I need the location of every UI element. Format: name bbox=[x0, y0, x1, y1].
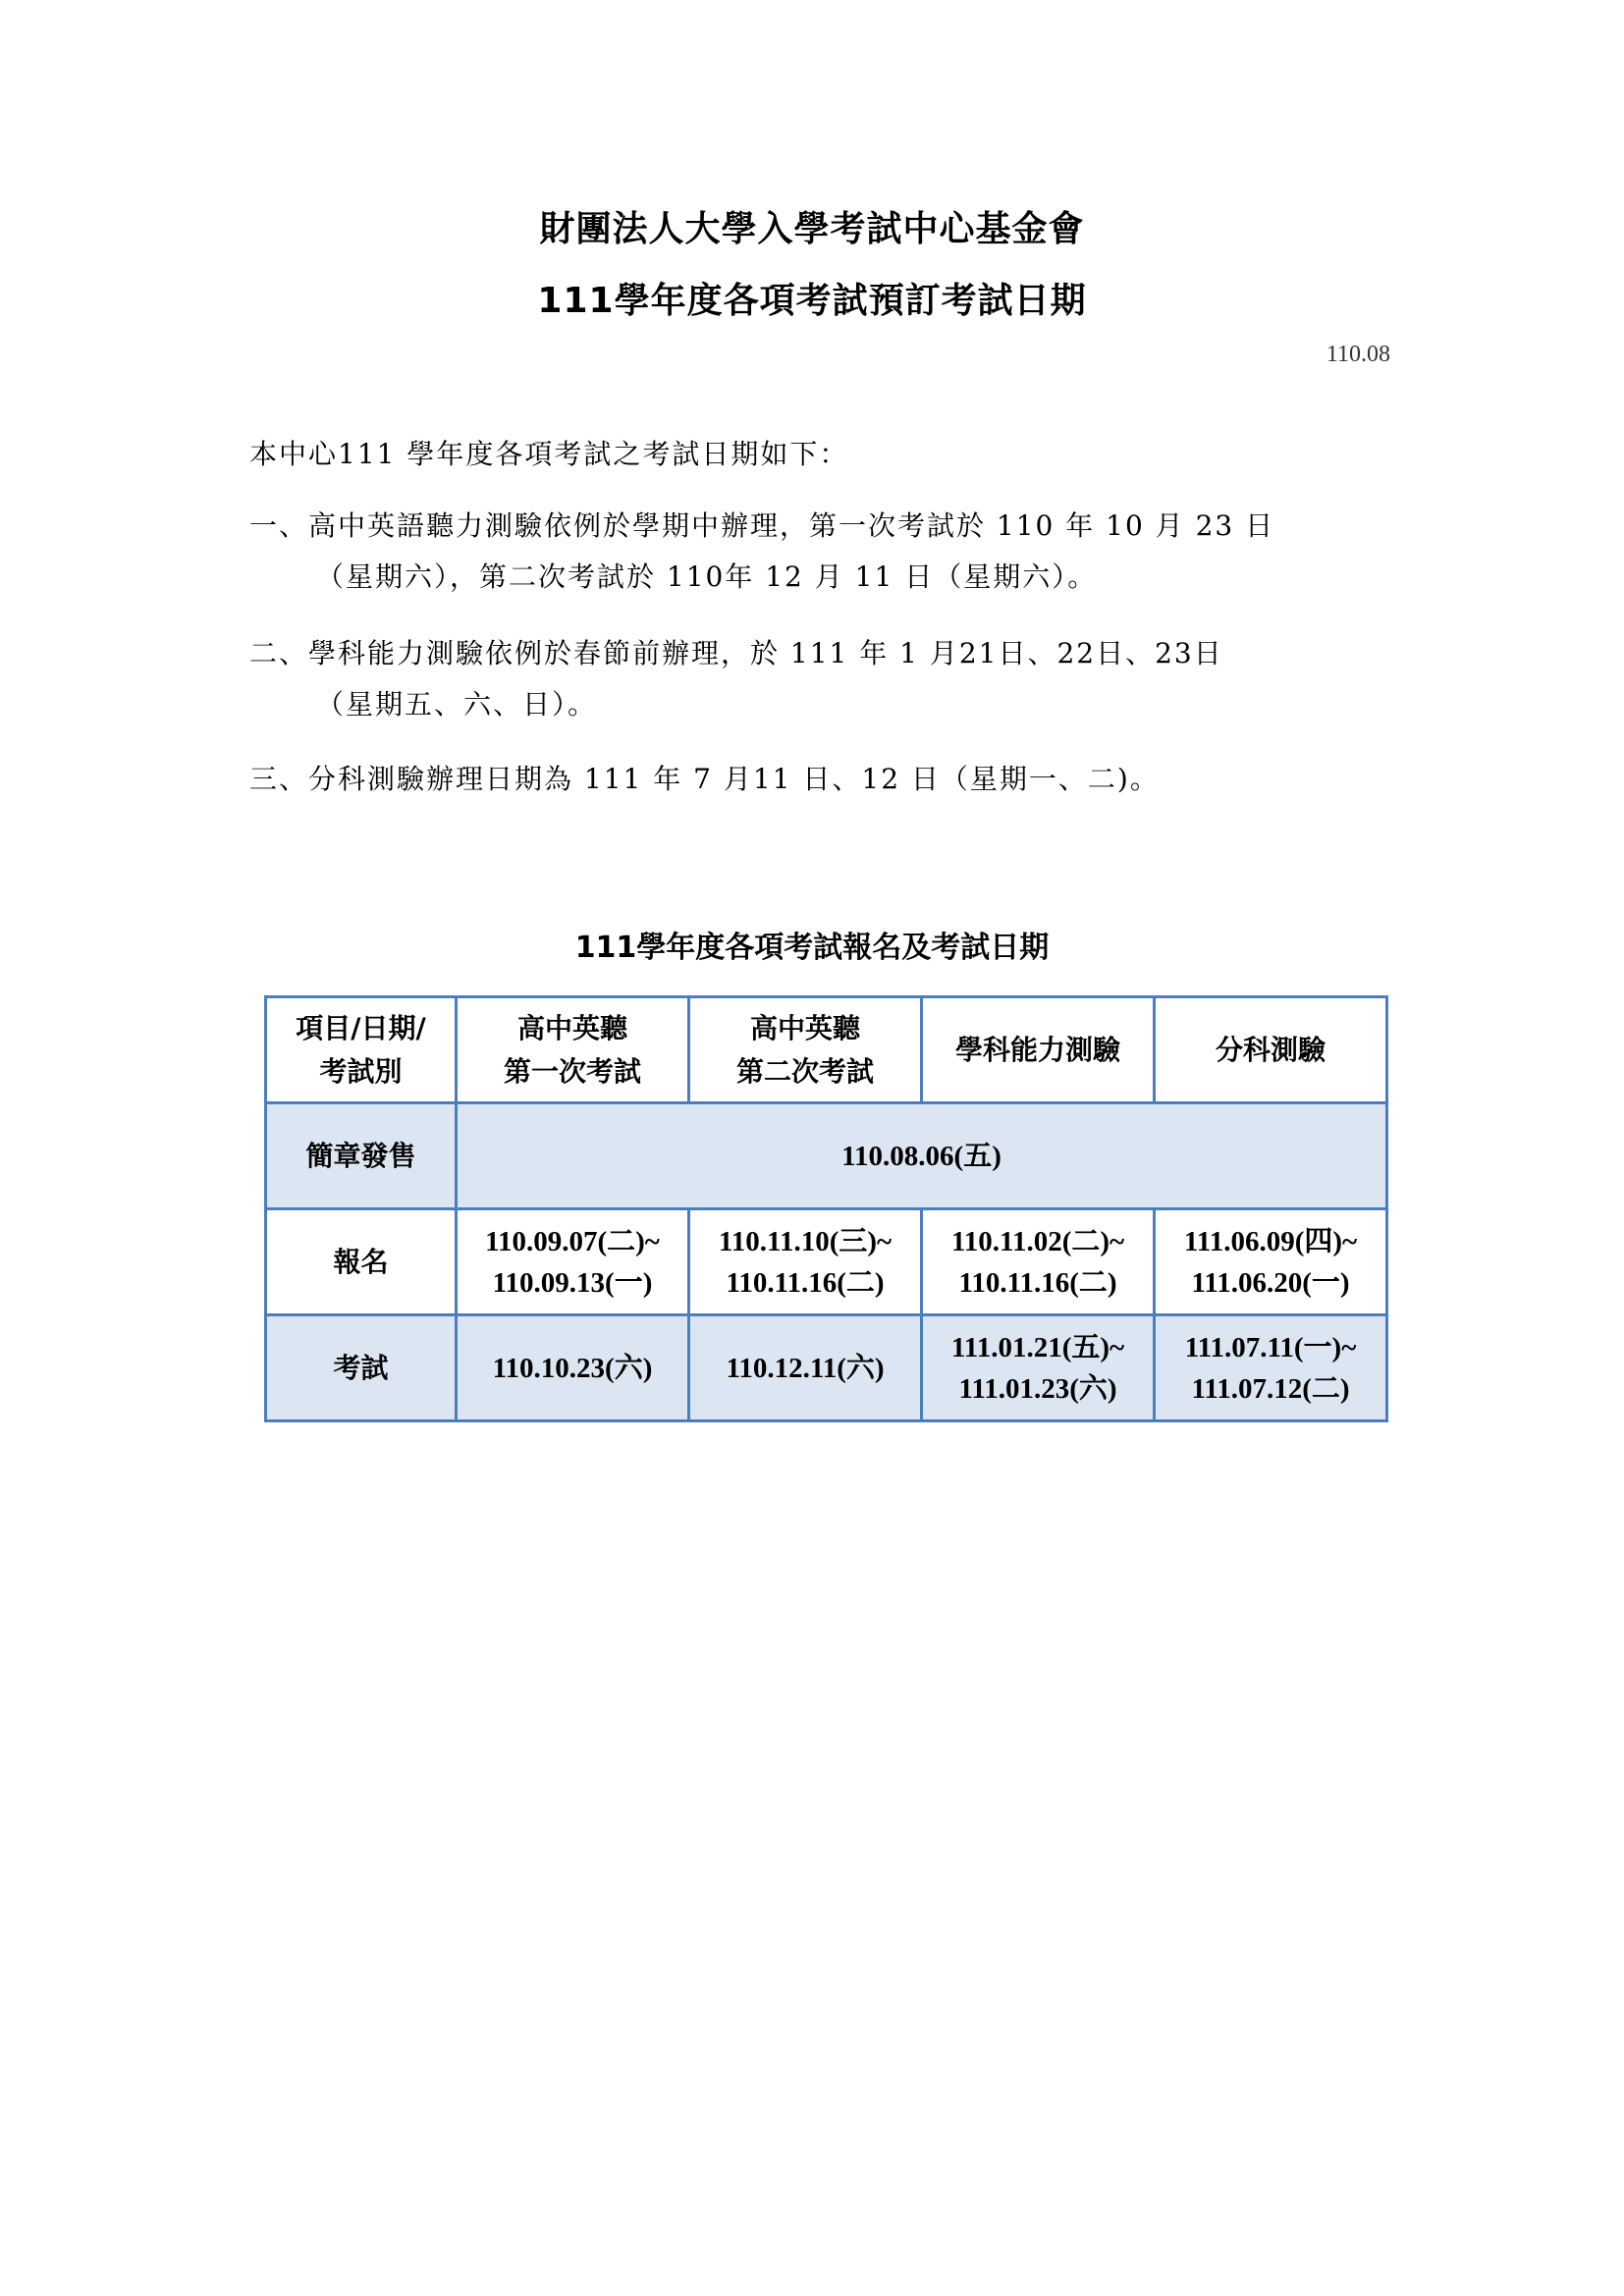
date-line: 110.11.16(二) bbox=[958, 1266, 1117, 1299]
date-line: 111.06.09(四)~ bbox=[1183, 1225, 1358, 1257]
exam-date-cell bbox=[689, 1315, 922, 1421]
column-header-line-1: 學科能力測驗 bbox=[954, 1033, 1120, 1066]
table-row-brochure bbox=[266, 1103, 1387, 1209]
intro-paragraph: 本中心111 學年度各項考試之考試日期如下： bbox=[249, 438, 849, 470]
item-1-line-1: 一、高中英語聽力測驗依例於學期中辦理，第一次考試於 110 年 10 月 23 日 bbox=[249, 509, 1275, 542]
table-row-exam bbox=[266, 1315, 1387, 1421]
registration-cell bbox=[689, 1209, 922, 1315]
column-header-subject-exam bbox=[1155, 997, 1387, 1103]
date-line: 111.07.11(一)~ bbox=[1184, 1331, 1357, 1363]
document-title: 111學年度各項考試預訂考試日期 bbox=[537, 281, 1087, 321]
column-header-gsat bbox=[922, 997, 1155, 1103]
corner-header-line-2: 考試別 bbox=[319, 1054, 403, 1088]
brochure-date-cell: 110.08.06(五) bbox=[457, 1103, 1387, 1209]
row-label-registration: 報名 bbox=[266, 1209, 457, 1315]
item-3-line-1: 三、分科測驗辦理日期為 111 年 7 月11 日、12 日（星期一、二)。 bbox=[249, 763, 1160, 795]
table-row-registration bbox=[266, 1209, 1387, 1315]
exam-date-cell bbox=[1155, 1315, 1387, 1421]
date-line: 110.11.10(三)~ bbox=[718, 1225, 893, 1257]
exam-schedule-table bbox=[264, 995, 1388, 1422]
date-line: 111.07.12(二) bbox=[1191, 1372, 1350, 1405]
column-header-english-listening-1 bbox=[457, 997, 689, 1103]
date-line: 111.01.23(六) bbox=[958, 1372, 1117, 1405]
column-header-line-1: 高中英聽 bbox=[516, 1011, 627, 1044]
table-header-row bbox=[266, 997, 1387, 1103]
item-1 bbox=[249, 501, 1274, 603]
column-header-line-2: 第一次考試 bbox=[503, 1054, 641, 1088]
registration-cell bbox=[457, 1209, 689, 1315]
item-1-line-2: （星期六），第二次考試於 110年 12 月 11 日（星期六）。 bbox=[316, 561, 1098, 593]
row-label-exam: 考試 bbox=[266, 1315, 457, 1421]
column-header-line-1: 高中英聽 bbox=[749, 1011, 860, 1044]
column-header-line-2: 第二次考試 bbox=[735, 1054, 874, 1088]
date-line: 111.01.21(五)~ bbox=[950, 1331, 1125, 1363]
date-line: 110.12.11(六) bbox=[726, 1352, 885, 1384]
registration-cell bbox=[922, 1209, 1155, 1315]
date-line: 110.11.16(二) bbox=[726, 1266, 885, 1299]
date-line: 110.09.07(二)~ bbox=[485, 1225, 660, 1257]
date-line: 110.10.23(六) bbox=[492, 1352, 653, 1384]
corner-header-cell bbox=[266, 997, 457, 1103]
item-3 bbox=[249, 754, 1160, 805]
exam-date-cell bbox=[457, 1315, 689, 1421]
item-2-line-2: （星期五、六、日）。 bbox=[316, 688, 598, 721]
date-line: 110.09.13(一) bbox=[492, 1266, 653, 1299]
organization-title: 財團法人大學入學考試中心基金會 bbox=[539, 209, 1085, 249]
row-label-brochure: 簡章發售 bbox=[266, 1103, 457, 1209]
date-line: 111.06.20(一) bbox=[1191, 1266, 1350, 1299]
document-date: 110.08 bbox=[1326, 342, 1390, 367]
item-2-line-1: 二、學科能力測驗依例於春節前辦理，於 111 年 1 月21日、22日、23日 bbox=[249, 637, 1223, 669]
registration-cell bbox=[1155, 1209, 1387, 1315]
corner-header-line-1: 項目/日期/ bbox=[296, 1011, 426, 1044]
column-header-line-1: 分科測驗 bbox=[1215, 1033, 1326, 1066]
date-line: 110.11.02(二)~ bbox=[950, 1225, 1125, 1257]
item-2 bbox=[249, 628, 1223, 730]
exam-date-cell bbox=[922, 1315, 1155, 1421]
column-header-english-listening-2 bbox=[689, 997, 922, 1103]
table-title: 111學年度各項考試報名及考試日期 bbox=[574, 931, 1050, 965]
